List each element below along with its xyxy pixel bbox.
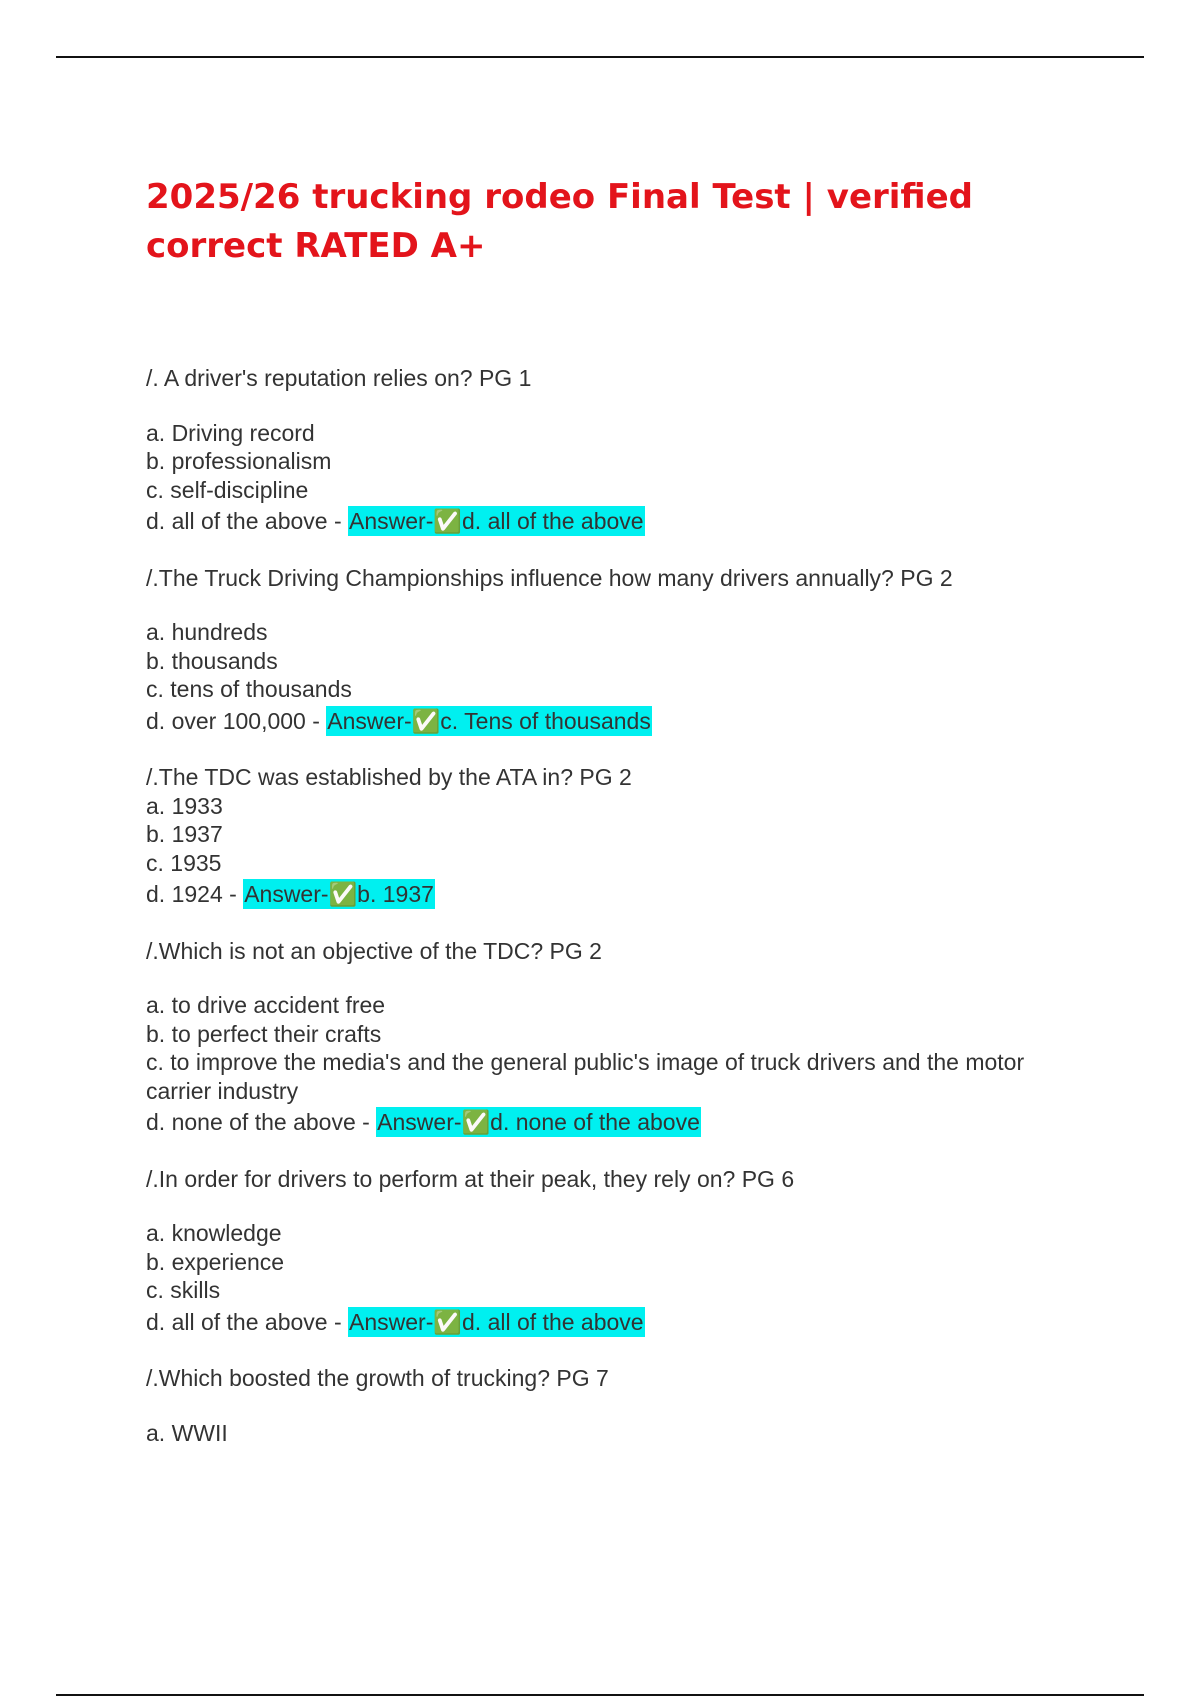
question-prompt: /.The TDC was established by the ATA in? PG 2 (146, 764, 632, 790)
question-prompt: /.The Truck Driving Championships influence how many drivers annually? PG 2 (146, 564, 953, 591)
question-list (146, 364, 1086, 1447)
option: a. to drive accident free (146, 992, 386, 1018)
highlighted-answer: Answer-✅d. all of the above (349, 1308, 644, 1335)
bottom-rule (56, 1694, 1144, 1696)
option-with-answer (146, 707, 1086, 736)
question-block (146, 937, 1086, 1137)
option: a. knowledge (146, 1220, 282, 1246)
option-text: d. none of the above - (146, 1109, 377, 1135)
option-with-answer (146, 1108, 1086, 1137)
option-text: d. 1924 - (146, 881, 244, 907)
question-prompt: /.Which boosted the growth of trucking? PG 7 (146, 1365, 609, 1391)
option-list (146, 991, 1086, 1137)
option: c. to improve the media's and the general public's image of truck drivers and the motor carrier industry (146, 1049, 1025, 1104)
highlighted-answer: Answer-✅b. 1937 (244, 881, 434, 907)
question-block (146, 564, 1086, 736)
option-list (146, 419, 1086, 536)
option-text: d. all of the above - (146, 508, 349, 534)
option: b. professionalism (146, 448, 332, 474)
document-title: 2025/26 trucking rodeo Final Test | verified correct RATED A+ (146, 177, 974, 266)
option: a. WWII (146, 1419, 228, 1446)
option-with-answer (146, 1308, 1086, 1337)
option-list (146, 1219, 1086, 1336)
option-with-answer (146, 880, 1086, 909)
option-list (146, 618, 1086, 735)
top-rule (56, 56, 1144, 58)
option: b. thousands (146, 647, 278, 674)
question-block (146, 1364, 1086, 1447)
highlighted-answer: Answer-✅d. none of the above (377, 1109, 700, 1135)
question-block (146, 364, 1086, 536)
option: c. self-discipline (146, 476, 309, 503)
option-text: d. all of the above - (146, 1308, 349, 1335)
option-list (146, 1419, 1086, 1448)
question-block (146, 763, 1086, 909)
option: b. 1937 (146, 821, 223, 847)
option: c. 1935 (146, 849, 222, 876)
option: a. 1933 (146, 792, 223, 819)
question-prompt: /.In order for drivers to perform at their peak, they rely on? PG 6 (146, 1165, 795, 1192)
option: a. Driving record (146, 419, 315, 446)
question-prompt: /. A driver's reputation relies on? PG 1 (146, 365, 532, 391)
option: c. tens of thousands (146, 676, 352, 702)
option: b. to perfect their crafts (146, 1020, 382, 1047)
highlighted-answer: Answer-✅d. all of the above (349, 508, 644, 534)
option: b. experience (146, 1248, 285, 1275)
question-block (146, 1165, 1086, 1337)
question-prompt: /.Which is not an objective of the TDC? PG 2 (146, 937, 602, 964)
option: c. skills (146, 1277, 221, 1303)
option-with-answer (146, 507, 1086, 536)
highlighted-answer: Answer-✅c. Tens of thousands (327, 707, 651, 734)
option-list (146, 792, 1086, 909)
option: a. hundreds (146, 619, 268, 645)
option-text: d. over 100,000 - (146, 707, 327, 734)
